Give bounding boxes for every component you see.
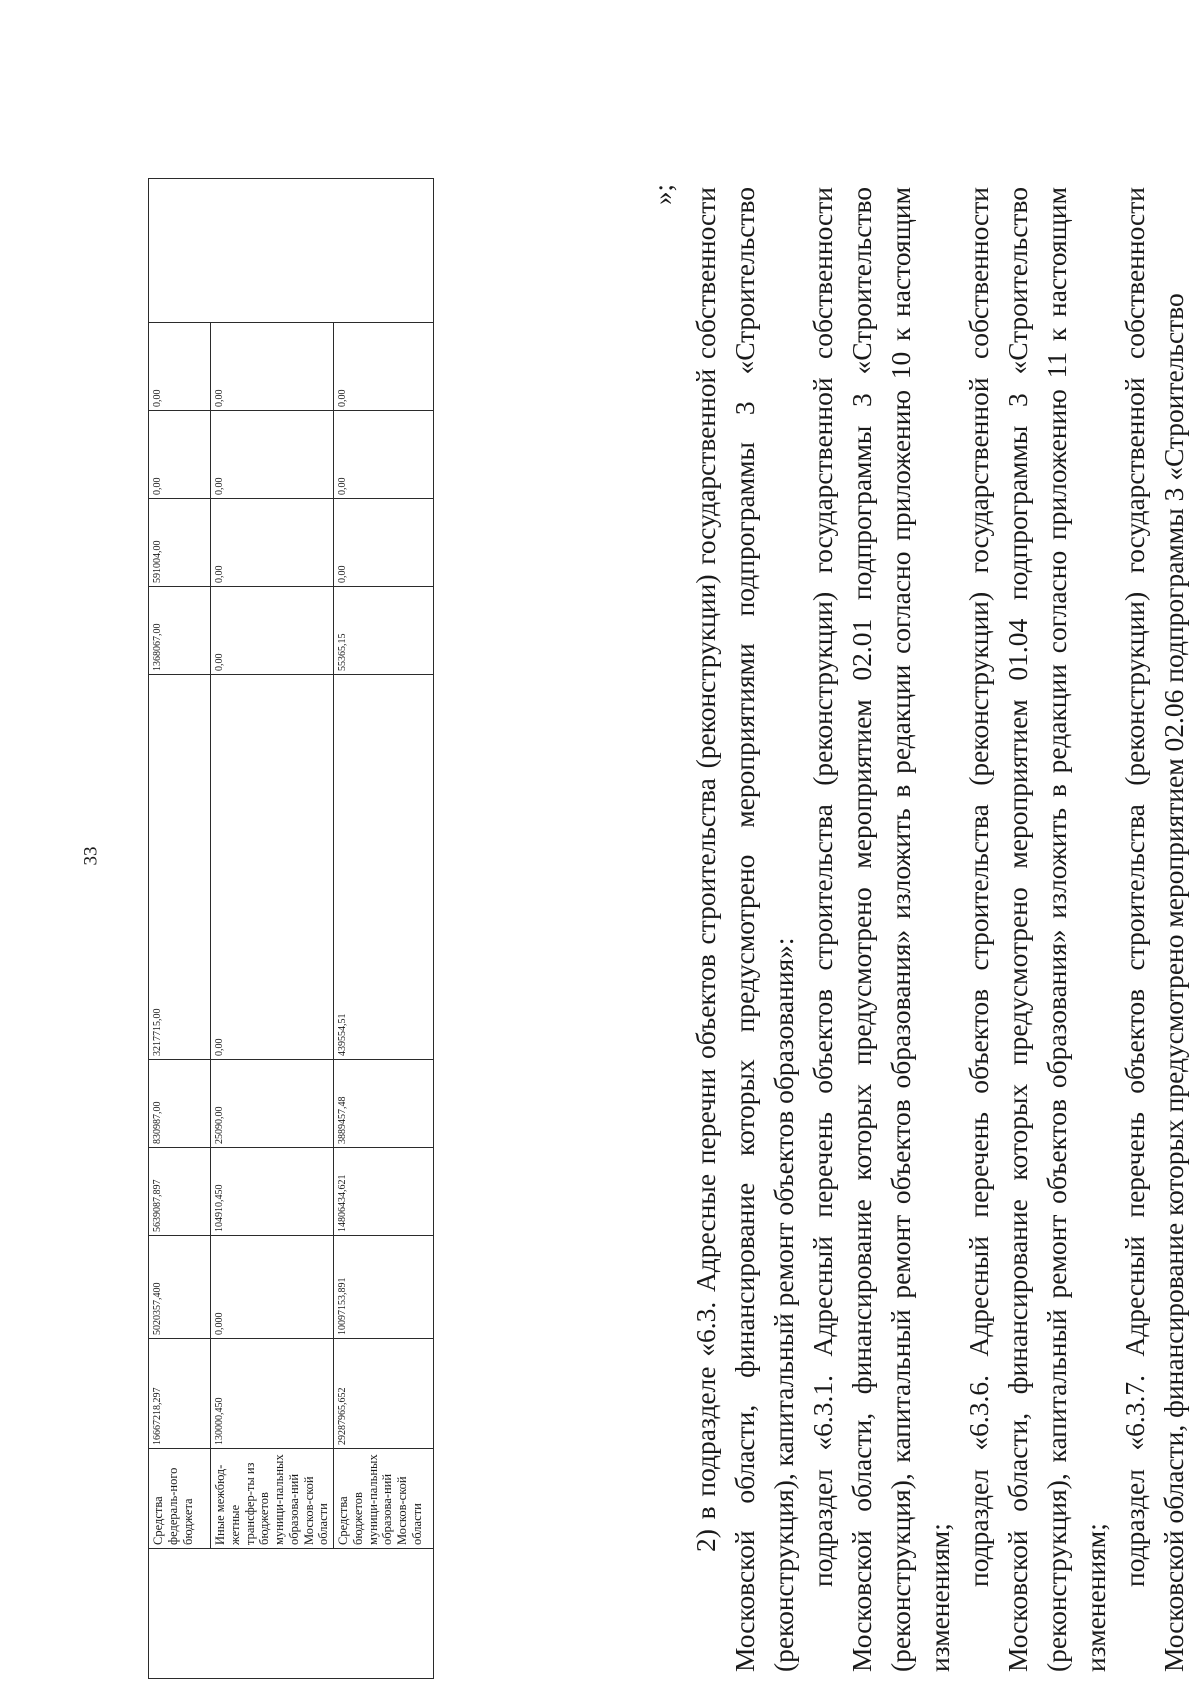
amount-cell: 5639087,897 <box>149 1148 211 1236</box>
table-row <box>149 179 211 1679</box>
amount-cell: 10097153,891 <box>334 1236 434 1339</box>
amount-cell: 0,00 <box>211 587 334 675</box>
paragraph-subsection-6-3-6: подраздел «6.3.6. Адресный перечень объектов строительства (реконструкции) государственной собственности Московской области, финансирование которых предусмотрено мероприятием 01.04 подпрограммы 3 «Строительство (реконструкция), капитальный ремонт объектов образования» изложить в редакции согласно приложению 11 к настоящим изменениям; <box>963 187 1111 1672</box>
amount-cell: 55365,15 <box>334 587 434 675</box>
paragraph-subsection-6-3-7: подраздел «6.3.7. Адресный перечень объектов строительства (реконструкции) государственной собственности Московской области, финансирование которых предусмотрено мероприятием 02.06 подпрограммы 3 «Строительство <box>1119 187 1189 1672</box>
amount-cell: 14806434,621 <box>334 1148 434 1236</box>
amount-cell: 0,00 <box>149 323 211 411</box>
amount-cell: 0,00 <box>334 411 434 499</box>
funding-source-label: Иные межбюд-жетные трансфер-ты из бюджетов муници-пальных образова-ний Москов-ской области <box>211 1449 334 1549</box>
amount-cell: 5020357,400 <box>149 1236 211 1339</box>
table-row <box>211 179 334 1679</box>
amount-cell: 0,000 <box>211 1236 334 1339</box>
amount-cell: 0,00 <box>334 323 434 411</box>
amount-cell: 16667218,297 <box>149 1339 211 1449</box>
amount-cell: 0,00 <box>334 499 434 587</box>
financing-table-body <box>149 179 434 1679</box>
amount-cell: 29287965,652 <box>334 1339 434 1449</box>
paragraph-subsection-6-3-1: подраздел «6.3.1. Адресный перечень объектов строительства (реконструкции) государственной собственности Московской области, финансирование которых предусмотрено мероприятием 02.01 подпрограммы 3 «Строительство (реконструкция), капитальный ремонт объектов образования» изложить в редакции согласно приложению 10 к настоящим изменениям; <box>807 187 955 1672</box>
amount-cell: 591004,00 <box>149 499 211 587</box>
financing-table <box>148 178 434 1679</box>
amount-cell: 0,00 <box>211 411 334 499</box>
amount-cell: 130000,450 <box>211 1339 334 1449</box>
amount-cell: 830987,00 <box>149 1060 211 1148</box>
paragraph-section-6-3: 2) в подразделе «6.3. Адресные перечни объектов строительства (реконструкции) государственной собственности Московской области, финансирование которых предусмотрено мероприятиями подпрограммы 3 «Строительство (реконструкция), капитальный ремонт объектов образования»: <box>690 187 799 1672</box>
amount-cell: 104910,450 <box>211 1148 334 1236</box>
table-row <box>334 179 434 1679</box>
amount-cell: 0,00 <box>149 411 211 499</box>
amount-cell: 25090,00 <box>211 1060 334 1148</box>
funding-source-label: Средства бюджетов муници-пальных образова-ний Москов-ской области <box>334 1449 434 1549</box>
amount-cell: 3889457,48 <box>334 1060 434 1148</box>
amount-cell: 0,00 <box>211 675 334 1060</box>
amount-cell: 1368067,00 <box>149 587 211 675</box>
amount-cell: 0,00 <box>211 323 334 411</box>
funding-source-label: Средства федераль-ного бюджета <box>149 1449 211 1549</box>
empty-leading-cell <box>149 1549 434 1679</box>
amount-cell: 439554,51 <box>334 675 434 1060</box>
empty-trailing-cell <box>149 179 434 323</box>
closing-quote: »; <box>648 183 678 205</box>
amount-cell: 0,00 <box>211 499 334 587</box>
amount-cell: 3217715,00 <box>149 675 211 1060</box>
page-number: 33 <box>80 846 102 866</box>
